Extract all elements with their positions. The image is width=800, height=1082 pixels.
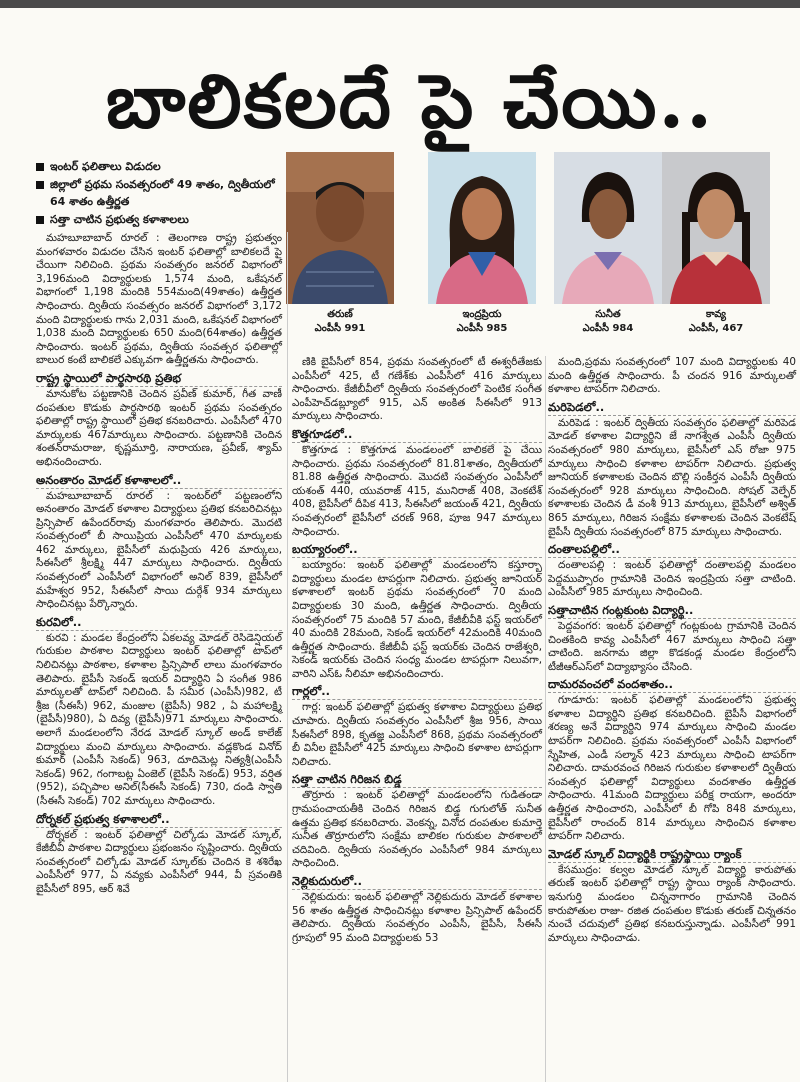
- photo-caption: [286, 308, 394, 336]
- article-paragraph: కొత్తగూడ : కొత్తగూడ మండలంలో బాలికలే పై చేయి సాధించారు. ప్రథమ సంవత్సరంలో 81.81శాతం, ద్వితీయలో 81.88 ఉత్తీర్ణత సాధించారు. మొదటి సంవత్సరం ఎంపీసీలో యశంత్ 440, యువరాజ్ 415, మునిరాజ్ 408, వెంకటేశ్ 408, బైపీసీలో దీపిక 413, సీఈసీలో జయంత్ 421, ద్వితీయ సంవత్సరంలో బైపీసీలో చరణ్ 968, పూజ 947 మార్కులు సాధించారు.: [292, 443, 542, 538]
- section-heading: దామరవంచలో వందశాతం..: [548, 676, 796, 693]
- article-paragraph: కురవి : మండల కేంద్రంలోని ఏకలవ్య మోడల్ రెసిడెన్షియల్ గురుకుల పాఠశాల విద్యార్థులు ఇంటర్ ఫలితాల్లో టాప్‌లో నిలిచినట్లు పాఠశాల, కళాశాల ప్రిన్సిపాల్ లాలు మంగళవారం తెలిపారు. బైపీసీ సెకండ్ ఇయర్ విద్యార్థిని ఏ సంగీత 986 మార్కులతో టాప్‌లో నిలిచింది. పీ సమీర (ఎంపీసీ)982, టీ శ్రీజ (సీఈసీ) 962, మంజుల (బైపీసీ) 982 , ఏ మహాలక్ష్మి (బైపీసీ)980), ఏ దివ్య (బైపీసీ)971 మార్కులు సాధించారు. అలాగే మండలంలోని నేరడ మోడల్ స్కూల్ అండ్ కాలేజ్ విద్యార్థులు మంచి మార్కులు సాధించారు. వడ్లకొండ వినోద్ కుమార్ (ఎంపీసీ సెకండ్) 963, దూదిమెట్ల నిత్యశ్రీ(ఎంపీసీ సెకండ్) 962, గంగాబట్ల ఏంజెల్ (బైపీసీ సెకండ్) 953, వర్షిత (952), పచ్చిపాల అనిల్(సీఈసీ సెకండ్) 730, దండి స్వాతి (సీఈసీ సెకండ్) 702 మార్కులు సాధించారు.: [36, 631, 282, 807]
- bullet-item: జిల్లాలో ప్రథమ సంవత్సరంలో 49 శాతం, ద్వితీయలో 64 శాతం ఉత్తీర్ణత: [36, 176, 292, 210]
- section-heading: మరిపెడలో..: [548, 399, 796, 416]
- article-paragraph: గార్ల: ఇంటర్ ఫలితాల్లో ప్రభుత్వ కళాశాల విద్యార్థులు ప్రతిభ చూపారు. ద్వితీయ సంవత్సరం ఎంపీసీలో శ్రీజ 956, సాయి సీఈసీలో 898, కృతజ్ఞ ఎంపీసీలో 868, ప్రథమ సంవత్సరంలో బీ వినీల బైపీసీలో 425 మార్కులు సాధించి కళాశాల టాపర్లుగా నిలిచారు.: [292, 701, 542, 768]
- column-divider: [545, 356, 546, 1082]
- article-paragraph: మరిపెడ : ఇంటర్ ద్వితీయ సంవత్సరం ఫలితాల్లో మరిపెడ మోడల్ కళాశాల విద్యార్థిని జే నాగశ్వేత ఎంపీసీ ద్వితీయ సంవత్సరంలో 980 మార్కులు, బైపీసీలో ఎస్ రోజా 975 మార్కులు సాధించి కళాశాల టాపర్‌గా నిలిచారు. ప్రభుత్వ జూనియర్ కళాశాలకు చెందిన బొల్లి సంకీర్తన ఎంపీసీ ద్వితీయ సంవత్సరంలో 928 మార్కులు సాధించింది. సోషల్ వెల్ఫేర్ కళాశాలకు చెందిన డీ వంశీ 913 మార్కులు, బైపీసీలో అశ్విత్ 865 మార్కులు, గిరిజన సంక్షేమ కళాశాలకు చెందిన వెంకటేష్ బైపీసీ ద్వితీయ సంవత్సరంలో 875 మార్కులు సాధించారు.: [548, 416, 796, 538]
- student-photo-kavya: [662, 152, 770, 304]
- article-paragraph: పెద్దవంగర: ఇంటర్ ఫలితాల్లో గంట్లకుంట గ్రామానికి చెందిన చింతకింది కావ్య ఎంపీసీలో 467 మార్కులు సాధించి సత్తా చాటింది. జనగామ జిల్లా కొడకండ్ల మండల కేంద్రంలోని టీజీఆర్‌ఎస్‌లో విద్యాభ్యాసం చేసింది.: [548, 619, 796, 673]
- section-heading: బయ్యారంలో..: [292, 541, 542, 558]
- section-heading: దంతాలపల్లిలో..: [548, 541, 796, 558]
- section-heading: మోడల్ స్కూల్ విద్యార్థికి రాష్ట్రస్థాయి ర్యాంక్: [548, 846, 796, 863]
- photo-caption: [662, 308, 770, 336]
- student-score: ఎంపీసీ, 467: [688, 323, 744, 334]
- student-score: ఎంపీసీ 984: [582, 323, 634, 334]
- article-paragraph: దంతాలపల్లి : ఇంటర్ ఫలితాల్లో దంతాలపల్లి మండలం పెద్దముప్పారం గ్రామానికి చెందిన ఇంద్రప్రియ సత్తా చాటింది. ఎంపీసీలో 985 మార్కులు సాధించింది.: [548, 559, 796, 599]
- section-heading: అనంతారం మోడల్ కళాశాలలో..: [36, 472, 282, 489]
- section-heading: దోర్నకల్ ప్రభుత్వ కళాశాలలో..: [36, 811, 282, 828]
- highlight-bullets: [36, 158, 292, 229]
- article-paragraph: తొర్రూరు : ఇంటర్ ఫలితాల్లో మండలంలోని గుడితండా గ్రామపంచాయతీకి చెందిన గిరిజన బిడ్డ గుగులోత్ సునీత ఉత్తమ ప్రతిభ కనబరిచారు. వెంకన్న, వినోద దంపతుల కుమార్తె సునీత తొర్రూరులోని సంక్షేమ బాలికల గురుకుల పాఠశాలలో చదివింది. ద్వితీయ సంవత్సరం ఎంపీసీలో 984 మార్కులు సాధించింది.: [292, 789, 542, 870]
- student-score: ఎంపీసీ 991: [314, 323, 366, 334]
- section-heading: సత్తా చాటిన గిరిజన బిడ్డ: [292, 771, 542, 788]
- student-name: సునీత: [595, 309, 621, 320]
- section-heading: నెల్లికుదురులో..: [292, 873, 542, 890]
- article-paragraph: బయ్యారం: ఇంటర్ ఫలితాల్లో మండలంలోని కస్తూర్బా విద్యార్థులు మండల టాపర్లుగా నిలిచారు. ప్రభుత్వ జూనియర్ కళాశాలలో ఇంటర్ ప్రథమ సంవత్సరంలో 70 మంది విద్యార్థులకు 30 మంది, ఉత్తీర్ణత సాధించారు. ద్వితీయ సంవత్సరంలో 75 మందికి 57 మంది, కేజీబీవీకి ఫస్ట్ ఇయర్‌లో 40 మందికి 28మంది, సెకండ్ ఇయర్‌లో 42మందికి 40మంది ఉత్తీర్ణత సాధించారు. కేజీబీవీ ఫస్ట్ ఇయర్‌కు చెందిన రాజేశ్వరి, సెకండ్ ఇయర్‌కు చెందిన సంధ్య మండల టాపర్లుగా నిలువగా, వారిని ఎస్‌ఓ నీలిమా అభినందించారు.: [292, 559, 542, 680]
- photo-caption: [428, 308, 536, 336]
- article-column-1: [36, 232, 282, 898]
- article-paragraph: మానుకోట పట్టణానికి చెందిన ప్రవీణ్ కుమార్, గీత వాణీ దంపతుల కొడుకు పార్థసారథి ఇంటర్ ప్రథమ సంవత్సరం ఫలితాల్లో రాష్ట్ర స్థాయిలో ప్రతిభ కనబరిచారు. ఎంపీసీలో 470 మార్కులకు 467మార్కులు సాధించారు. పట్టణానికి చెందిన శంతన్‌రామరాజు, కృష్ణమూర్తి, నారాయణ, ప్రవీణ్, శ్యామ్ అభినందించారు.: [36, 387, 282, 468]
- section-heading: సత్తాచాటిన గంట్లకుంట విద్యార్థి..: [548, 602, 796, 619]
- headline: బాలికలదే పై చేయి..: [106, 59, 714, 145]
- student-name: ఇంద్రప్రియ: [462, 309, 502, 320]
- article-paragraph: దోర్నకల్ : ఇంటర్ ఫలితాల్లో చిల్కోడు మోడల్ స్కూల్, కేజీబీవీ పాఠశాల విద్యార్థులు ప్రభంజనం సృష్టించారు. ద్వితీయ సంవత్సరంలో చిల్కోడు మోడల్ స్కూల్‌కు చెందిన కె శశిరేఖ ఎంపీసీలో 977, ఏ నవ్యకు ఎంపీసీలో 944, వీ స్రవంతికి బైపీసీలో 895, ఆర్ శివే: [36, 828, 282, 895]
- column-divider: [287, 232, 288, 1082]
- student-photo-indrapriya: [428, 152, 536, 304]
- article-column-2: [292, 356, 542, 946]
- section-heading: కొత్తగూడలో..: [292, 426, 542, 443]
- section-heading: కురవిలో..: [36, 614, 282, 631]
- article-paragraph: కేసముద్రం: కల్వల మోడల్ స్కూల్ విద్యార్థి కారుపోతు తరుణ్ ఇంటర్ ఫలితాల్లో రాష్ట్ర స్థాయి ర్యాంక్ సాధించారు. ఇనుగుర్తి మండలం చిన్ననాగారం గ్రామానికి చెందిన కారుపోతుల రాజు- రజిత దంపతుల కొడుకు తరుణ్ చిన్నతనం నుంచే చదువులో ప్రతిభ కనబరుస్తున్నాడు. ఎంపీసీలో 991 మార్కులు సాధించాడు.: [548, 863, 796, 944]
- student-photo-tarun: [286, 152, 394, 304]
- article-paragraph: మంది,ప్రథమ సంవత్సరంలో 107 మంది విద్యార్థులకు 40 మంది ఉత్తీర్ణత సాధించారు. పీ చందన 916 మార్కులతో కళాశాల టాపర్‌గా నిలిచారు.: [548, 356, 796, 396]
- article-paragraph: గూడూరు: ఇంటర్ ఫలితాల్లో మండలంలోని ప్రభుత్వ కళాశాల విద్యార్థిని ప్రతిభ కనబరిచింది. బైపీసీ విభాగంలో శరణ్య అనే విద్యార్థిని 974 మార్కులు సాధించి మండల టాపర్‌గా నిలిచింది. ప్రథమ సంవత్సరంలో ఎంపీసీ విభాగంలో స్నేహిత, ఎండీ సల్మాన్ 423 మార్కులు సాధించి టాపర్‌గా నిలిచారు. దామరవంచ గిరిజన గురుకుల కళాశాలలో ద్వితీయ సంవత్సర ఫలితాల్లో విద్యార్థులు వందశాతం ఉత్తీర్ణత సాధించారు. 41మంది విద్యార్థులు పరీక్ష రాయగా, అందరూ ఉత్తీర్ణత సాధించారని, ఎంపీసీలో బీ గోపి 848 మార్కులు, బైపీసీలో రాంచంద్ 814 మార్కులు సాధించిన కళాశాల టాపర్‌గా నిలిచారు.: [548, 694, 796, 843]
- section-heading: గార్లలో..: [292, 683, 542, 700]
- student-photo-sunitha: [554, 152, 662, 304]
- article-column-3: [548, 356, 796, 946]
- article-paragraph: మహబూబాబాద్ రూరల్ : ఇంటర్‌లో పట్టణంలోని అనంతారం మోడల్ కళాశాల విద్యార్థులు ప్రతిభ కనబరిచినట్లు ప్రిన్సిపాల్ ఉపేందర్‌రావు మంగళవారం తెలిపారు. మొదటి సంవత్సరంలో బీ సాయిప్రియ ఎంపీసీలో 470 మార్కులకు 462 మార్కులు, బైపీసీలో మధుప్రియ 426 మార్కులు, సీఈసీలో శ్రీలక్ష్మి 447 మార్కులు సాధించారు. ద్వితీయ సంవత్సరంలో ఎంపీసీలో విభాగంలో అనిల్ 839, బైపీసీలో మహేశ్వర 952, సీఈసీలో సాయి దుర్గేశ్ 934 మార్కులు సాధించినట్లు పేర్కొన్నారు.: [36, 489, 282, 611]
- photo-caption: [554, 308, 662, 336]
- article-paragraph: మహబూబాబాద్ రూరల్ : తెలంగాణ రాష్ట్ర ప్రభుత్వం మంగళవారం విడుదల చేసిన ఇంటర్ ఫలితాల్లో బాలికలదే పై చేయిగా నిలిచింది. ప్రథమ సంవత్సరం జనరల్ విభాగంలో 3,196మంది విద్యార్థులకు 1,574 మంది, ఒకేషనల్ విభాగంలో 1,198 మందికి 554మంది(49శాతం) ఉత్తీర్ణత సాధించారు. ద్వితీయ సంవత్సరం జనరల్ విభాగంలో 3,172 మంది విద్యార్థులకు గాను 2,031 మంది, ఒకేషనల్ విభాగంలో 1,038 మంది విద్యార్థులకు 650 మంది(64శాతం) ఉత్తీర్ణత సాధించారు. ఇంటర్ ప్రథమ, ద్వితీయ సంవత్సర ఫలితాల్లో బాలుర కంటే బాలికలే ఎక్కువగా ఉత్తీర్ణతను సాధించారు.: [36, 232, 282, 367]
- student-name: కావ్య: [706, 309, 726, 320]
- article-paragraph: ణికి బైపీసీలో 854, ప్రథమ సంవత్సరంలో టీ ఈశ్వరీతేజకు ఎంపీసీలో 425, టీ గణేశ్‌కు ఎంపీసీలో 416 మార్కులు సాధించారు. కేజీబీవీలో ద్వితీయ సంవత్సరంలో పెంటిక సంగీత ఎంపీహెచ్‌డబ్ల్యూలో 915, ఎన్ అంకిత సీఈసీలో 913 మార్కులు సాధించారు.: [292, 356, 542, 423]
- section-heading: రాష్ట్ర స్థాయిలో పార్థసారథి ప్రతిభ: [36, 370, 282, 387]
- bullet-item: సత్తా చాటిన ప్రభుత్వ కళాశాలలు: [36, 211, 292, 228]
- student-score: ఎంపీసీ 985: [456, 323, 508, 334]
- bullet-item: ఇంటర్ ఫలితాలు విడుదల: [36, 158, 292, 175]
- top-bar: [0, 0, 800, 8]
- student-name: తరుణ్: [327, 309, 353, 320]
- article-paragraph: నెల్లికుదురు: ఇంటర్ ఫలితాల్లో నెల్లికుదురు మోడల్ కళాశాల 56 శాతం ఉత్తీర్ణత సాధించినట్లు కళాశాల ప్రిన్సిపాల్ ఉపేందర్ తెలిపారు. ద్వితీయ సంవత్సరం ఎంపీసీ, బైపీసీ, సీఈసీ గ్రూపులో 95 మంది విద్యార్థులకు 53: [292, 891, 542, 944]
- student-photos: [286, 152, 800, 348]
